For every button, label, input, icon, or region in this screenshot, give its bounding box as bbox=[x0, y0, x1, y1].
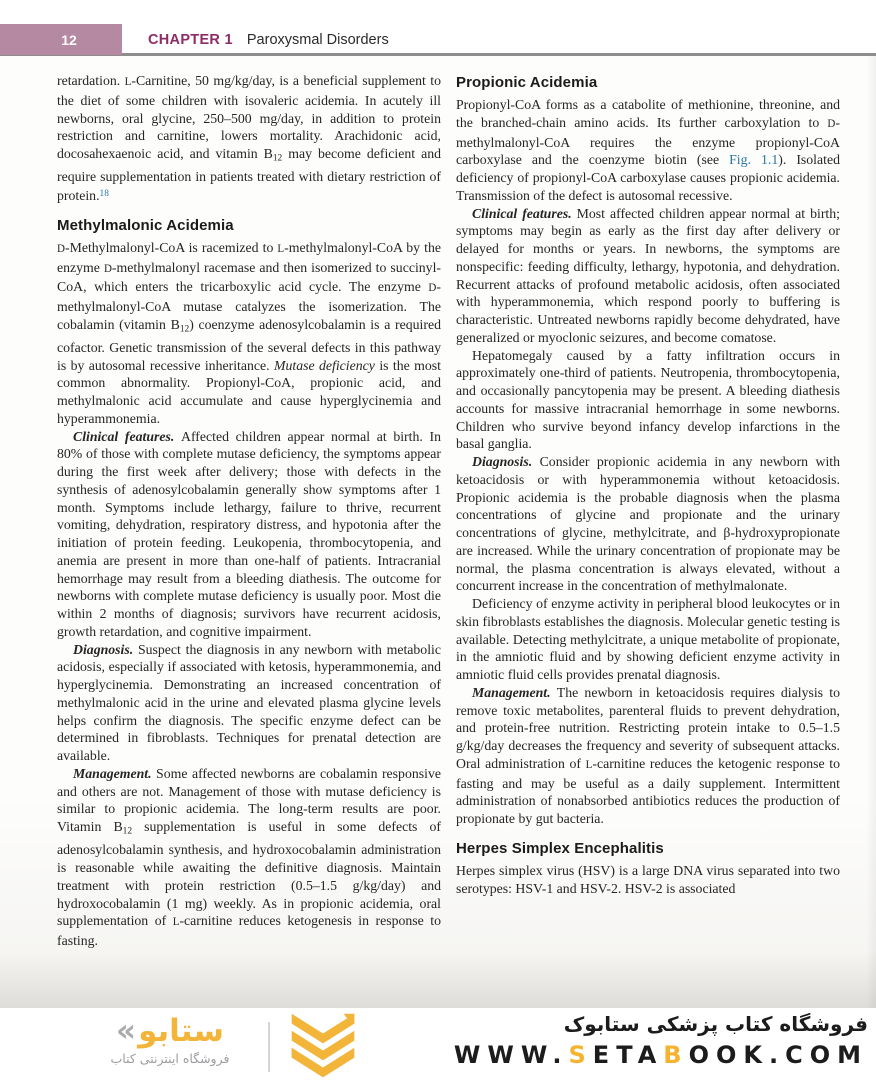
section-heading: Methylmalonic Acidemia bbox=[57, 216, 234, 234]
url-segment: OOK.COM bbox=[688, 1041, 868, 1069]
styled-text: 12 bbox=[179, 324, 190, 335]
styled-text: D bbox=[827, 117, 836, 130]
website-url bbox=[454, 1041, 868, 1069]
url-segment: B bbox=[663, 1041, 689, 1069]
logo-subtitle: فروشگاه اینترنتی کتاب bbox=[110, 1051, 230, 1067]
page-number: 12 bbox=[61, 31, 77, 48]
paragraph: Diagnosis. Suspect the diagnosis in any newborn with metabolic acidosis, especially if associated with ketosis, hyperammonemia, and hyperglycinemia. Demonstrating an increased concentration of methylmalonic acid in the urine and elevated plasma glycine levels helps confirm the diagnosis. The specific enzyme defect can be determined in fibroblasts. Techniques for prenatal detection are available. bbox=[57, 641, 441, 764]
setabook-logo bbox=[84, 1014, 256, 1066]
chapter-label: CHAPTER 1 bbox=[148, 31, 233, 48]
citation-ref[interactable]: 18 bbox=[99, 188, 109, 199]
styled-text: D bbox=[103, 262, 112, 275]
wordmark-text: ستابو bbox=[138, 1013, 224, 1049]
paragraph: Herpes simplex virus (HSV) is a large DNA virus separated into two serotypes: HSV-1 and HSV-2. HSV-2 is associated bbox=[456, 862, 840, 896]
paragraph: Clinical features. Most affected children appear normal at birth; symptoms may begin as early as the first day after delivery or delayed for months or years. In newborns, the symptoms are nonspecific: feeding difficulty, lethargy, hypotonia, and dehydration. Recurrent attacks of profound metabolic acidosis, often associated with hyperammonemia, which respond poorly to buffering is characteristic. Untreated newborns rapidly become dehydrated, have generalized or myoclonic seizures, and become comatose. bbox=[456, 205, 840, 345]
paragraph-lead: Clinical features. bbox=[73, 428, 181, 444]
paragraph: Management. Some affected newborns are cobalamin responsive and others are not. Management of those with mutase deficiency is similar to propionic acidemia. The long-term results are poor. Vitamin B12 supplementation is useful in some defects of adenosylcobalamin synthesis, and hydroxocobalamin administration is reasonable while awaiting the definitive diagnosis. Maintain treatment with protein restriction (0.5–1.5 g/kg/day) and hydroxocobalamin (1 mg) weekly. As in propionic acidemia, oral supplementation of L-carnitine reduces ketogenesis in response to fasting. bbox=[57, 765, 442, 948]
section-heading: Herpes Simplex Encephalitis bbox=[456, 839, 664, 857]
styled-text: L bbox=[277, 242, 285, 255]
paragraph-lead: Management. bbox=[73, 765, 157, 781]
paragraph: Clinical features. Affected children appear normal at birth. In 80% of those with complete mutase deficiency, the symptoms appear during the first week after delivery; those with defects in the synthesis of adenosylcobalamin generally show symptoms after 1 month. Symptoms include lethargy, failure to thrive, recurrent vomiting, dehydration, respiratory distress, and hypotonia after the initiation of protein feeding. Leukopenia, thrombocytopenia, and anemia are present in more than one-half of patients. Intracranial hemorrhage may result from a bleeding diathesis. The outcome for newborns with complete mutase deficiency is usually poor. Most die within 2 months of diagnosis; survivors have recurrent acidosis, growth retardation, and cognitive impairment. bbox=[57, 428, 441, 639]
paragraph: Management. The newborn in ketoacidosis requires dialysis to remove toxic metabolites, parenteral fluids to prevent dehydration, and protein-free nutrition. Restricting protein intake to 0.5–1.5 g/kg/day decreases the frequency and severity of subsequent attacks. Oral administration of L-carnitine reduces the ketogenic response to fasting and may be useful as a daily supplement. Intermittent administration of nonabsorbed antibiotics reduces the production of propionate by gut bacteria. bbox=[456, 684, 840, 826]
paragraph: Deficiency of enzyme activity in peripheral blood leukocytes or in skin fibroblasts establishes the diagnosis. Molecular genetic testing is available. Detecting methylcitrate, a unique metabolite of propionate, in the amniotic fluid and by showing deficient enzyme activity in amniotic fluid cells provides prenatal diagnosis. bbox=[456, 596, 840, 682]
figure-ref[interactable]: Fig. 1.1 bbox=[729, 152, 779, 168]
wordmark-chevron-glyph: « bbox=[116, 1013, 137, 1049]
paragraph: Hepatomegaly caused by a fatty infiltration occurs in approximately one-third of patients. Neutropenia, thrombocytopenia, and occasionally pancytopenia may be present. A bleeding diathesis accounts for massive intracranial hemorrhage in some newborns. Children who survive beyond infancy develop infarctions in the basal ganglia. bbox=[456, 347, 840, 452]
paragraph: retardation. L-Carnitine, 50 mg/kg/day, is a beneficial supplement to the diet of some children with isovaleric acidemia. In acutely ill newborns, oral glycine, 250–500 mg/day, in addition to protein restriction and carnitine, lowers mortality. Arachidonic acid, docosahexaenoic acid, and vitamin B12 may become deficient and require supplementation in patients treated with dietary restriction of protein.$^{18}$ bbox=[57, 73, 441, 204]
paragraph-lead: Management. bbox=[472, 684, 557, 700]
styled-text: L bbox=[124, 76, 132, 88]
article-body bbox=[0, 56, 876, 1008]
setabook-chevron-icon bbox=[283, 1012, 363, 1080]
styled-text: D bbox=[57, 242, 65, 255]
styled-text: 12 bbox=[272, 153, 283, 164]
paragraph: Propionyl-CoA forms as a catabolite of methionine, threonine, and the branched-chain amino acids. Its further carboxylation to D-methylmalonyl-CoA requires the enzyme propionyl-CoA carboxylase and the coenzyme biotin (see Fig. 1.1). Isolated deficiency of propionyl-CoA carboxylase causes propionic acidemia. Transmission of the defect is autosomal recessive. bbox=[456, 97, 840, 203]
styled-text: D bbox=[428, 282, 437, 295]
store-title: فروشگاه کتاب پزشکی ستابوک bbox=[563, 1012, 868, 1036]
section-heading: Propionic Acidemia bbox=[456, 74, 598, 91]
right-column bbox=[456, 72, 840, 1008]
paragraph: D-Methylmalonyl-CoA is racemized to L-methylmalonyl-CoA by the enzyme D-methylmalonyl racemase and then isomerized to succinyl-CoA, which enters the tricarboxylic acid cycle. The enzyme D-methylmalonyl-CoA mutase catalyzes the isomerization. The cobalamin (vitamin B12) coenzyme adenosylcobalamin is a required cofactor. Genetic transmission of the several defects in this pathway is by autosomal recessive inheritance. Mutase deficiency is the most common abnormality. Propionyl-CoA, propionic acid, and methylmalonic acid accumulate and cause hyperglycinemia and hyperammonemia. bbox=[57, 239, 441, 426]
running-head bbox=[148, 24, 389, 55]
url-segment: S bbox=[568, 1041, 593, 1069]
chapter-title: Paroxysmal Disorders bbox=[246, 31, 389, 48]
setabook-wordmark bbox=[84, 1014, 256, 1048]
styled-text: L bbox=[172, 916, 180, 929]
paragraph-lead: Diagnosis. bbox=[472, 454, 540, 469]
url-segment: WWW. bbox=[453, 1041, 569, 1069]
paragraph-lead: Clinical features. bbox=[472, 205, 577, 221]
styled-text: L bbox=[585, 758, 593, 771]
page-number-badge bbox=[0, 24, 122, 55]
store-text-block bbox=[454, 1012, 868, 1069]
logo-divider bbox=[268, 1022, 270, 1072]
url-segment: ETA bbox=[592, 1041, 664, 1069]
styled-text: Mutase deficiency bbox=[273, 357, 375, 373]
left-column bbox=[57, 72, 441, 1008]
styled-text: 12 bbox=[122, 826, 133, 837]
watermark-footer bbox=[0, 1008, 876, 1080]
paragraph: Diagnosis. Consider propionic acidemia in any newborn with ketoacidosis or with hyperammonemia without ketoacidosis. Propionic acidemia is the probable diagnosis when the plasma concentrations of glycine and propionate and the urinary concentrations of glycine, methylcitrate, and β-hydroxypropionate are increased. While the urinary concentration of propionate may be normal, the plasma concentration is always elevated, without a concurrent increase in the concentration of methylmalonate. bbox=[456, 454, 841, 594]
paragraph-lead: Diagnosis. bbox=[73, 641, 138, 657]
